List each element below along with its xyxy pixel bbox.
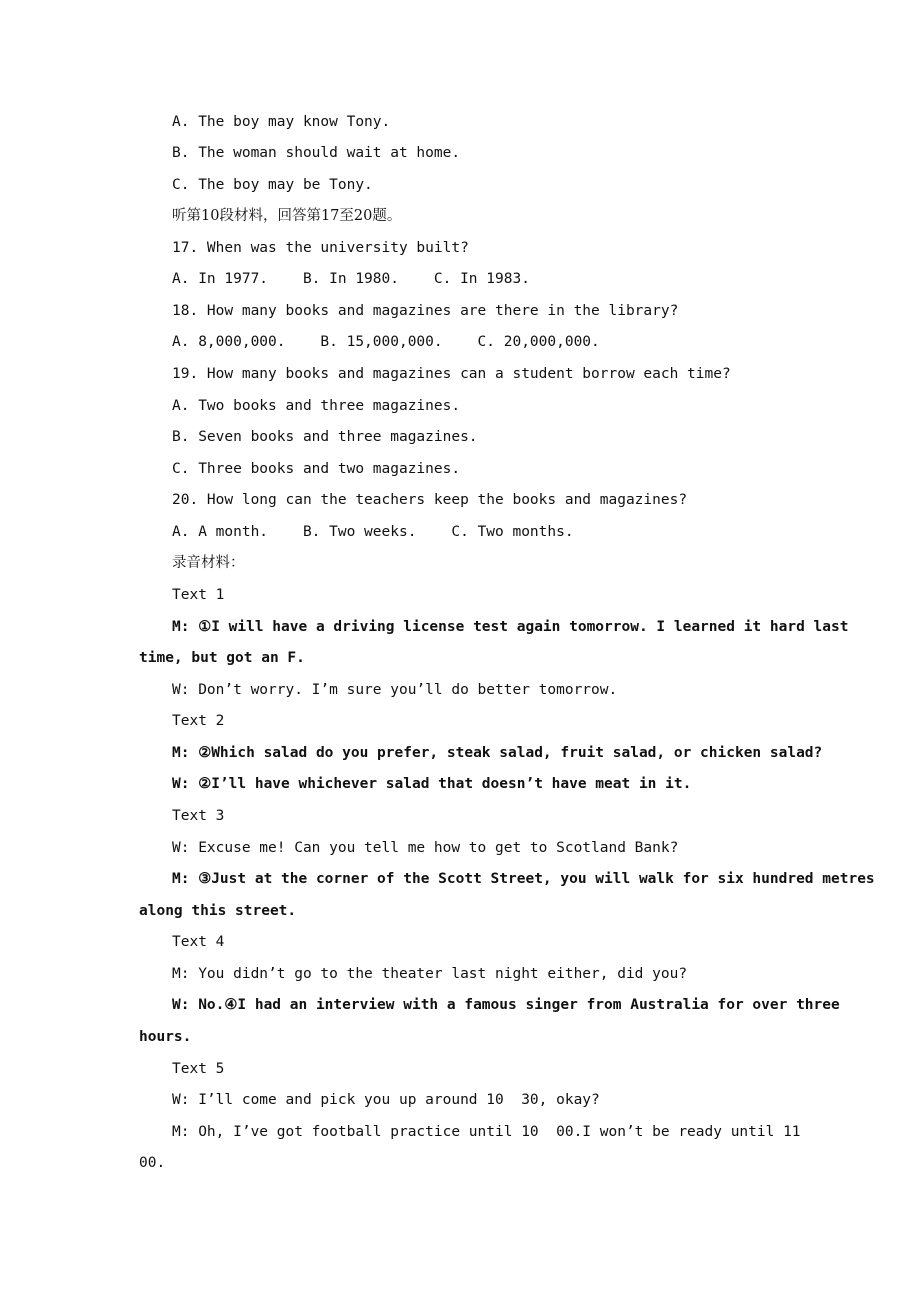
options-17: A. In 1977. B. In 1980. C. In 1983. xyxy=(172,271,530,287)
option-16c: C. The boy may be Tony. xyxy=(172,177,373,193)
text-5-w-line: W: I’ll come and pick you up around 10 30, okay? xyxy=(172,1092,600,1108)
text-1-heading: Text 1 xyxy=(172,587,225,603)
text-1-w-line: W: Don’t worry. I’m sure you’ll do better tomorrow. xyxy=(172,682,618,698)
text-4-m-line: M: You didn’t go to the theater last night either, did you? xyxy=(172,966,688,982)
question-20: 20. How long can the teachers keep the books and magazines? xyxy=(172,492,688,508)
option-19c: C. Three books and two magazines. xyxy=(172,461,461,477)
text-3-w-line: W: Excuse me! Can you tell me how to get to Scotland Bank? xyxy=(172,840,679,856)
text-1-m-line: M: ①I will have a driving license test again tomorrow. I learned it hard last xyxy=(172,619,849,635)
text-3-heading: Text 3 xyxy=(172,808,225,824)
option-16b: B. The woman should wait at home. xyxy=(172,145,461,161)
option-19b: B. Seven books and three magazines. xyxy=(172,429,478,445)
options-20: A. A month. B. Two weeks. C. Two months. xyxy=(172,524,574,540)
options-18: A. 8,000,000. B. 15,000,000. C. 20,000,000. xyxy=(172,334,600,350)
text-4-w-line-cont: hours. xyxy=(139,1029,192,1045)
option-19a: A. Two books and three magazines. xyxy=(172,398,461,414)
section-instruction: 听第10段材料，回答第17至20题。 xyxy=(172,208,402,224)
text-4-heading: Text 4 xyxy=(172,934,225,950)
text-1-m-line-cont: time, but got an F. xyxy=(139,650,305,666)
text-2-w-line: W: ②I’ll have whichever salad that doesn’t have meat in it. xyxy=(172,776,692,792)
text-5-m-line: M: Oh, I’ve got football practice until 10 00.I won’t be ready until 11 xyxy=(172,1124,801,1140)
option-16a: A. The boy may know Tony. xyxy=(172,114,391,130)
text-2-m-line: M: ②Which salad do you prefer, steak salad, fruit salad, or chicken salad? xyxy=(172,745,823,761)
text-5-heading: Text 5 xyxy=(172,1061,225,1077)
question-19: 19. How many books and magazines can a student borrow each time? xyxy=(172,366,731,382)
text-4-w-line: W: No.④I had an interview with a famous singer from Australia for over three xyxy=(172,997,840,1013)
question-18: 18. How many books and magazines are there in the library? xyxy=(172,303,679,319)
question-17: 17. When was the university built? xyxy=(172,240,469,256)
text-3-m-line: M: ③Just at the corner of the Scott Street, you will walk for six hundred metres xyxy=(172,871,875,887)
transcript-heading: 录音材料： xyxy=(172,555,245,571)
text-3-m-line-cont: along this street. xyxy=(139,903,297,919)
text-5-m-line-cont: 00. xyxy=(139,1155,166,1171)
text-2-heading: Text 2 xyxy=(172,713,225,729)
